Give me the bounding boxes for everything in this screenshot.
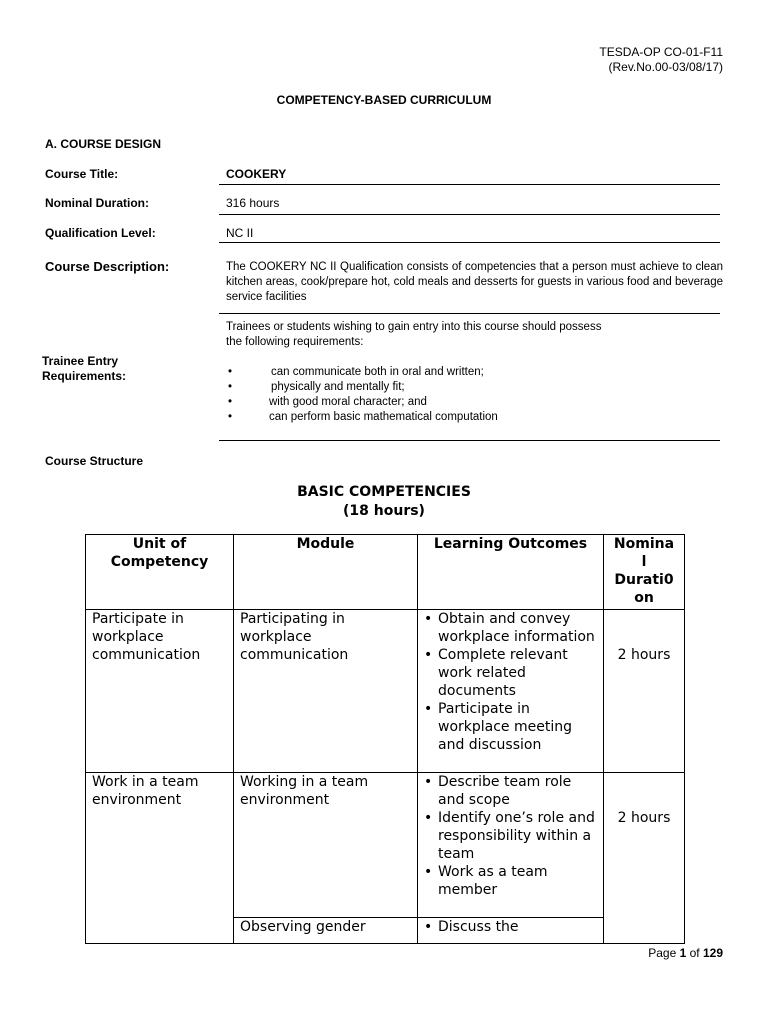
bullet-icon: •	[228, 366, 233, 378]
unit-cell: Work in a team environment	[86, 773, 234, 944]
of-word: of	[686, 946, 703, 960]
divider	[219, 440, 720, 441]
duration-cell: 2 hours	[604, 610, 685, 773]
current-page: 1	[679, 946, 687, 960]
header-module: Module	[234, 535, 418, 610]
header-nominal-duration	[604, 535, 685, 610]
revision-number: (Rev.No.00-03/08/17)	[608, 60, 723, 74]
outcomes-cell	[418, 918, 604, 944]
trainee-entry-label-line: Trainee Entry	[42, 354, 119, 368]
course-structure-label: Course Structure	[45, 454, 144, 468]
entry-requirement-item: physically and mentally fit;	[271, 381, 405, 393]
table-row	[86, 610, 685, 773]
divider	[219, 184, 720, 185]
outcome-item: • Identify one’s role and responsibility within a team	[424, 809, 597, 863]
course-description-label: Course Description:	[45, 259, 170, 274]
course-description-value: The COOKERY NC II Qualification consists of competencies that a person must achieve to clean kitchen areas, cook/prepare hot, cold meals and desserts for guests in various food and beverage service facilities	[226, 261, 723, 303]
entry-intro-line: Trainees or students wishing to gain entry into this course should possess	[226, 321, 602, 333]
header-duration-line: Nomina	[613, 536, 675, 552]
header-duration-line: on	[634, 590, 654, 606]
header-learning-outcomes: Learning Outcomes	[418, 535, 604, 610]
page-word: Page	[648, 946, 680, 960]
outcome-item: • Complete relevant work related documents	[424, 646, 597, 700]
divider	[219, 242, 720, 243]
header-duration-line: l	[641, 554, 647, 570]
duration-cell: 2 hours	[604, 773, 685, 944]
trainee-entry-label-line: Requirements:	[42, 369, 127, 383]
page-number	[648, 946, 723, 960]
entry-requirement-item: can communicate both in oral and written;	[271, 366, 484, 378]
nominal-duration-value: 316 hours	[226, 196, 280, 210]
trainee-entry-label	[42, 354, 126, 384]
outcome-item: • Describe team role and scope	[424, 773, 597, 809]
outcomes-cell	[418, 610, 604, 773]
document-code-block	[599, 45, 723, 75]
course-title-value: COOKERY	[226, 167, 287, 181]
nominal-duration-label: Nominal Duration:	[45, 196, 149, 210]
basic-competencies-title: BASIC COMPETENCIES	[297, 484, 471, 500]
bullet-icon: •	[228, 411, 233, 423]
document-title: COMPETENCY-BASED CURRICULUM	[276, 93, 492, 107]
divider	[219, 313, 720, 314]
outcomes-cell	[418, 773, 604, 918]
outcome-item: • Obtain and convey workplace information	[424, 610, 597, 646]
total-pages: 129	[702, 946, 723, 960]
module-cell: Working in a team environment	[234, 773, 418, 918]
bullet-icon: •	[228, 396, 233, 408]
entry-requirement-item: with good moral character; and	[269, 396, 427, 408]
document-code: TESDA-OP CO-01-F11	[599, 45, 723, 59]
outcome-item: • Discuss the	[424, 918, 597, 936]
table-header-row	[86, 535, 685, 610]
outcome-item: • Work as a team member	[424, 863, 597, 899]
section-heading-course-design: A. COURSE DESIGN	[45, 137, 162, 151]
qualification-level-label: Qualification Level:	[45, 226, 156, 240]
divider	[219, 214, 720, 215]
module-cell: Observing gender	[234, 918, 418, 944]
header-duration-line: Durati0	[614, 572, 674, 588]
entry-intro-line: the following requirements:	[226, 336, 364, 348]
header-unit-of-competency: Unit of Competency	[86, 535, 234, 610]
qualification-level-value: NC II	[226, 226, 254, 240]
bullet-icon: •	[228, 381, 233, 393]
course-title-label: Course Title:	[45, 167, 119, 181]
outcome-item: • Participate in workplace meeting and discussion	[424, 700, 597, 754]
basic-competencies-hours: (18 hours)	[343, 503, 425, 519]
entry-requirement-item: can perform basic mathematical computation	[269, 411, 498, 423]
table-row	[86, 773, 685, 918]
module-cell: Participating in workplace communication	[234, 610, 418, 773]
competency-table	[85, 534, 685, 944]
entry-requirements-intro	[226, 320, 723, 350]
unit-cell: Participate in workplace communication	[86, 610, 234, 773]
